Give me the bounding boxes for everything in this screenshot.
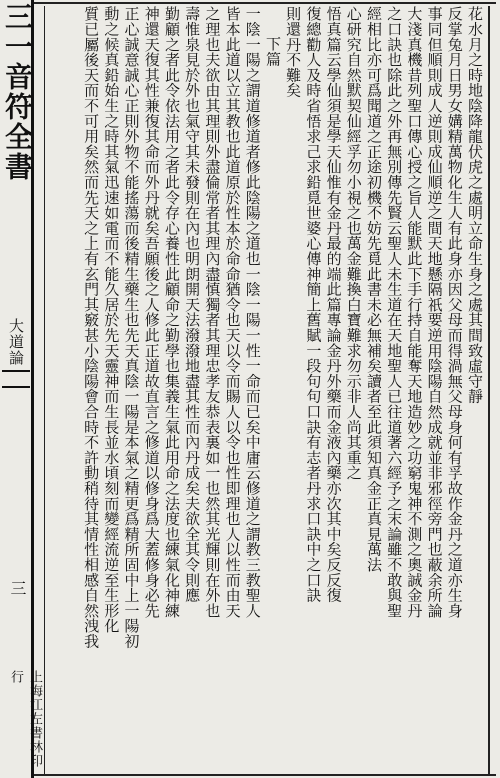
- main-text-block: [44, 6, 490, 774]
- text-column: 壽惟泉見於外也氣守其未發則在內也明朗開天法潑潑地盡其性而內丹成矣夫欲全其令則應: [183, 6, 202, 603]
- text-column: 經相比亦可爲聞道之正途初機不妨先覓此書未必無補矣讀者至此須知真金正真見萬法: [364, 6, 383, 573]
- text-column: 勤顧之者此令依法用之者此令存心養性此顧命之勤學也集義生氣此用命之法度也練氣化神練: [162, 6, 181, 618]
- folio-page-number: 三: [8, 580, 27, 596]
- text-column: 之口訣也除此之外再無別傳先賢云聖人未生道在天地聖人已往道著六經予之末論雖不敢與聖: [385, 6, 404, 618]
- text-column: 復總勸人及時省悟求己求鉛覓世婆心傳神簡上舊賦一段句句口訣有志者丹求口訣中之口訣: [304, 6, 323, 603]
- fish-tail-ornament: [2, 370, 30, 388]
- text-column: 皆本此道以立其教也此道原於性本於命命猶令也天以令而賜人以令也性即理也人以性而由天: [223, 6, 242, 618]
- folio-section-label: 大道論: [7, 318, 25, 366]
- text-column: 大淺真機昔列聖口傳心授之旨人能默此下手行持自能奪天地造妙之功窮鬼神不測之奧誠金丹: [405, 6, 424, 618]
- text-column: 一陰一陽之謂道修道者修此陰陽之道也一陰一陽一性一命而已矣中庸云修道之謂教三教聖人: [243, 6, 262, 618]
- text-column: 神還天復其性兼復其命而外丹就矣吾願後之人修此正道故直言之修道以修身爲大蓋修身必先: [142, 6, 161, 618]
- text-column: 反掌兔月日男女媾精萬物化生人有此身亦因父母而得渦無父母身何有孚故作金丹之道亦生身: [445, 6, 464, 618]
- top-border-rule: [34, 2, 496, 4]
- text-column: 花水月之時地陰降龍伏虎之處明立命生身之處其間致虛守靜: [466, 6, 484, 404]
- publisher-imprint: 上海江左書林印行: [8, 670, 42, 768]
- folio-title: 三一音符全書: [1, 2, 34, 182]
- text-column: 事同但順則成人逆則成仙順逆之間天地懸隔祇要逆用陰陽自然成就並非邪徑旁門也蔽余所論: [425, 6, 444, 618]
- text-column: 之理也夫欲由其理則外盡倫常者其理內盡慎獨者其理忠孝友恭表裏如一也然其光輝則在外也: [203, 6, 222, 618]
- text-column: 則還丹不難矣: [284, 6, 303, 98]
- text-column: 正心誠意誠心正則外物不能搖蕩而後精生藥生也先天真陰一陽是本氣之精更爲精所固中上一陽初: [122, 6, 141, 649]
- section-heading: 下篇: [263, 36, 282, 67]
- bottom-border-rule: [34, 774, 496, 776]
- folio-strip: [0, 0, 42, 778]
- text-column: 動之候真鉛始生之時其氣迅速如電而不能久居於先天靈神而生長並水頃刻而變經流逆至生形化: [102, 6, 121, 634]
- text-column: 心研究自然默契仙經孚勿小視之也萬金難換白寶難求勿示非人尚其重之: [344, 6, 363, 481]
- text-column: 悟真篇云學仙須是學天仙惟有金丹最的端此篇專論金丹外藥而金液內藥亦次其中矣反反復: [324, 6, 343, 603]
- text-column: 質已屬後天而不可用矣然而先天之上有玄門其竅甚小陰陽會合時不許動稍待其情性相感自然洩我: [82, 6, 101, 649]
